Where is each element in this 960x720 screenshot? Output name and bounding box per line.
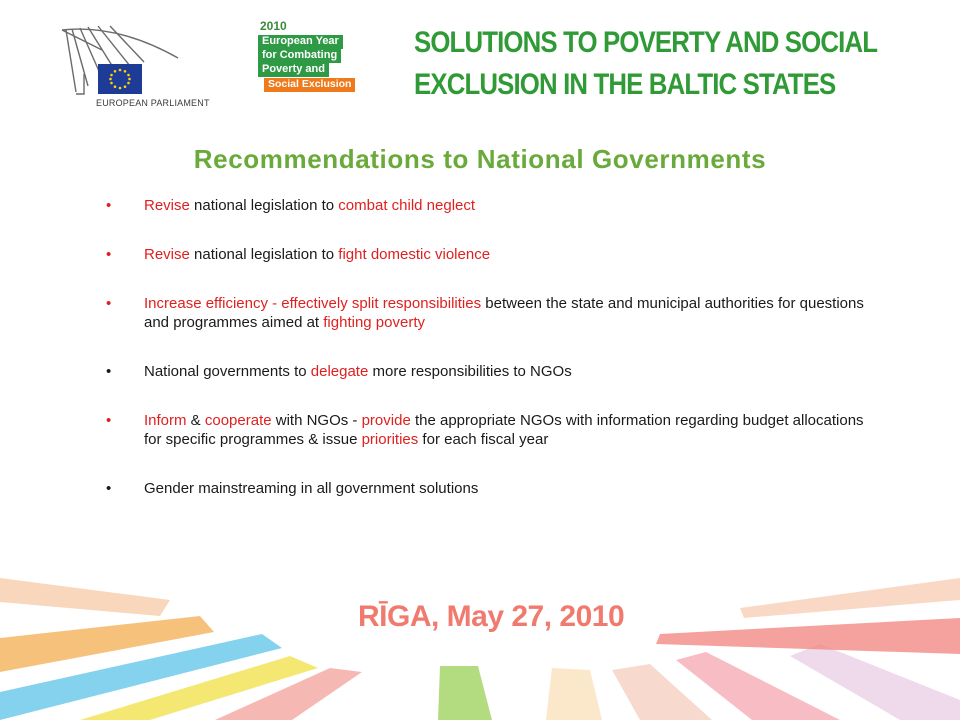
recommendation-item	[106, 362, 866, 381]
recommendation-item	[106, 294, 866, 332]
bullet-text-highlight: delegate	[310, 363, 369, 380]
bullet-text-highlight: fighting poverty	[323, 314, 425, 331]
year-logo-line-1: European Year	[258, 35, 343, 49]
recommendation-item	[106, 245, 866, 264]
year-logo-line-2: for Combating	[258, 49, 341, 63]
bullet-text: more responsibilities to NGOs	[368, 363, 572, 380]
conference-title-line-2: EXCLUSION IN THE BALTIC STATES	[414, 68, 836, 101]
bullet-text-highlight: Revise	[144, 246, 190, 263]
bullet-dot: •	[106, 246, 112, 263]
bullet-dot: •	[106, 197, 112, 214]
bullet-text: national legislation to	[189, 197, 339, 214]
bullet-dot: •	[106, 363, 112, 380]
bullet-text: the appropriate NGOs with information regarding budget allocations for specific programmes & issue	[144, 412, 864, 448]
bullet-text-highlight: Revise	[144, 197, 190, 214]
recommendation-item	[106, 196, 866, 215]
year-logo-line-4: Social Exclusion	[264, 78, 355, 92]
recommendation-item	[106, 479, 866, 498]
bullet-text: &	[186, 412, 205, 429]
year-logo-year: 2010	[260, 19, 287, 33]
bullet-text-highlight: priorities	[361, 431, 419, 448]
bullet-text: with NGOs -	[271, 412, 362, 429]
decorative-rays	[0, 560, 960, 720]
bullet-text-highlight: combat child neglect	[338, 197, 476, 214]
slide-heading: Recommendations to National Governments	[193, 144, 767, 174]
bullet-text-highlight: fight domestic violence	[338, 246, 491, 263]
recommendation-item	[106, 411, 866, 449]
bullet-dot: •	[106, 412, 112, 429]
bullet-text: between the state and municipal authorities for questions and programmes aimed at	[144, 295, 864, 331]
european-year-logo	[258, 20, 350, 110]
bullet-text-highlight: Increase efficiency - effectively split responsibilities	[144, 295, 482, 312]
bullet-text-highlight: Inform	[144, 412, 187, 429]
bullet-text: for each fiscal year	[418, 431, 549, 448]
bullet-dot: •	[106, 480, 112, 497]
recommendation-list	[106, 196, 866, 528]
bullet-text: National governments to	[144, 363, 311, 380]
bullet-text: Gender mainstreaming in all government solutions	[144, 480, 479, 497]
bullet-text-highlight: cooperate	[204, 412, 272, 429]
bullet-text: national legislation to	[189, 246, 339, 263]
bullet-text-highlight: provide	[361, 412, 411, 429]
conference-title-line-1: SOLUTIONS TO POVERTY AND SOCIAL	[414, 26, 878, 59]
event-date: RĪGA, May 27, 2010	[358, 600, 625, 633]
ep-name-label: EUROPEAN PARLIAMENT	[96, 98, 210, 108]
bullet-dot: •	[106, 295, 112, 312]
year-logo-line-3: Poverty and	[258, 63, 329, 77]
